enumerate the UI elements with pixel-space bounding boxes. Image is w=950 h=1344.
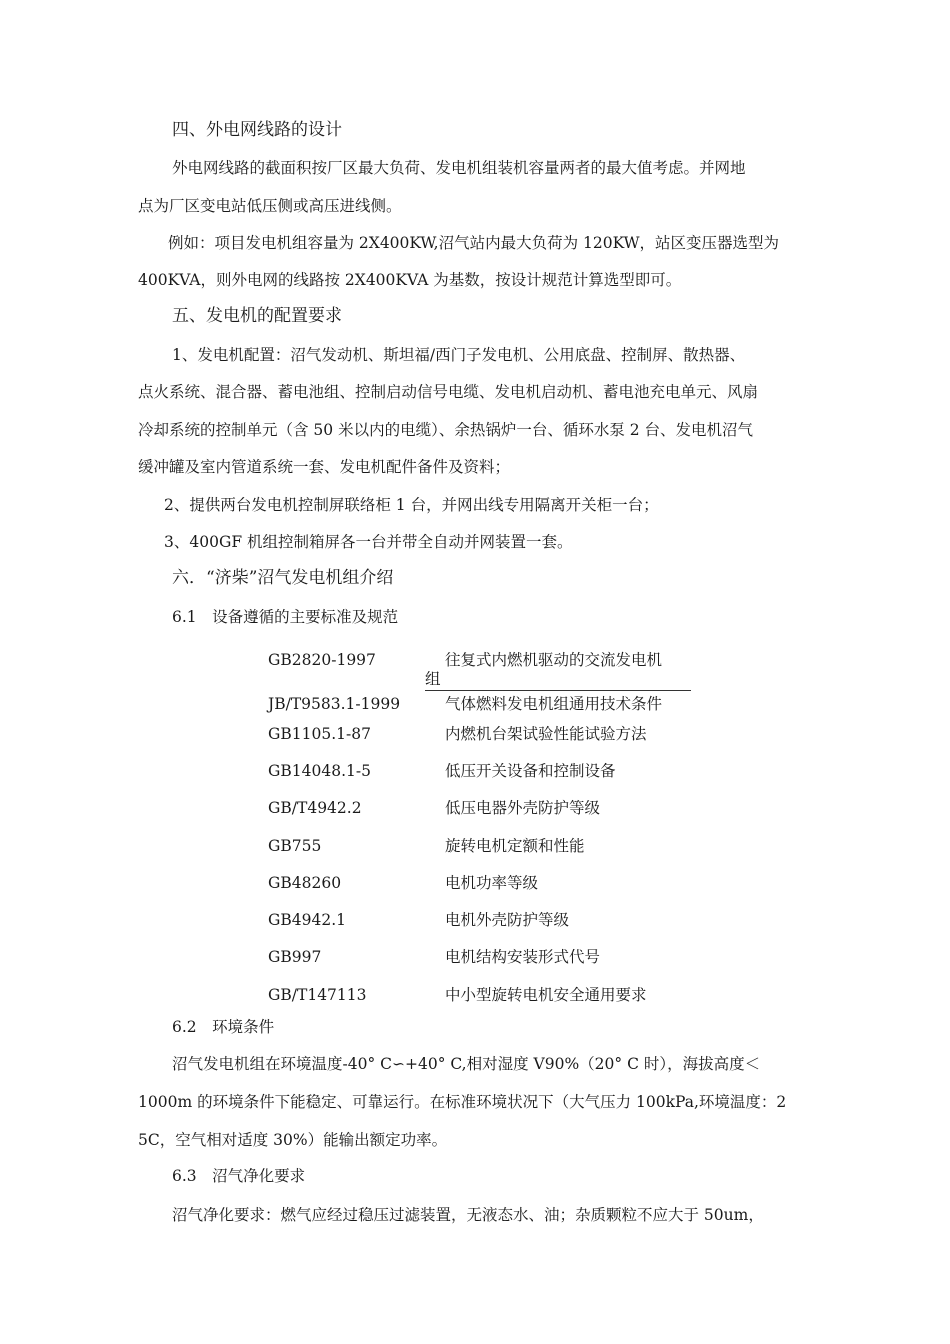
table-cell-code: GB2820-1997 <box>268 651 376 669</box>
table-cell-code: GB/T4942.2 <box>268 799 362 817</box>
paragraph-line: 5C，空气相对适度 30%）能输出额定功率。 <box>138 1131 448 1149</box>
paragraph-line: 例如：项目发电机组容量为 2X400KW,沼气站内最大负荷为 120KW，站区变压器选型为 <box>168 234 780 252</box>
paragraph-line: 点火系统、混合器、蓄电池组、控制启动信号电缆、发电机启动机、蓄电池充电单元、风扇 <box>138 383 759 401</box>
table-cell-name: 组 <box>425 670 441 688</box>
paragraph-line: 外电网线路的截面积按厂区最大负荷、发电机组装机容量两者的最大值考虑。并网地 <box>172 159 746 177</box>
paragraph-line: 400KVA，则外电网的线路按 2X400KVA 为基数，按设计规范计算选型即可。 <box>138 271 682 289</box>
paragraph-line: 1000m 的环境条件下能稳定、可靠运行。在标准环境状况下（大气压力 100kPa,环境温度：2 <box>138 1093 787 1111</box>
table-cell-code: GB4942.1 <box>268 911 347 929</box>
paragraph-line: 缓冲罐及室内管道系统一套、发电机配件备件及资料； <box>138 458 511 476</box>
paragraph-line: 沼气发电机组在环境温度-40° C∽+40° C,相对湿度 V90%（20° C 时），海拔高度＜ <box>172 1055 761 1073</box>
section-6-heading: 六．“济柴”沼气发电机组介绍 <box>172 568 394 588</box>
list-item: 3、400GF 机组控制箱屏各一台并带全自动并网装置一套。 <box>164 533 573 551</box>
section-5-heading: 五、发电机的配置要求 <box>172 306 342 326</box>
table-cell-name: 气体燃料发电机组通用技术条件 <box>445 695 663 713</box>
table-cell-name: 内燃机台架试验性能试验方法 <box>445 725 647 743</box>
table-cell-name: 往复式内燃机驱动的交流发电机 <box>445 651 663 669</box>
paragraph-line: 点为厂区变电站低压侧或高压进线侧。 <box>138 197 402 215</box>
table-cell-code: GB755 <box>268 837 322 855</box>
table-cell-code: GB1105.1-87 <box>268 725 371 743</box>
table-cell-code: JB/T9583.1-1999 <box>268 695 401 713</box>
table-cell-name: 电机功率等级 <box>445 874 539 892</box>
subsection-heading: 6.1 设备遵循的主要标准及规范 <box>172 608 399 626</box>
table-cell-name: 低压电器外壳防护等级 <box>445 799 601 817</box>
paragraph-line: 1、发电机配置：沼气发动机、斯坦福/西门子发电机、公用底盘、控制屏、散热器、 <box>172 346 746 364</box>
table-cell-code: GB997 <box>268 948 322 966</box>
table-cell-name: 电机结构安装形式代号 <box>445 948 601 966</box>
table-cell-code: GB/T147113 <box>268 986 367 1004</box>
paragraph-line: 冷却系统的控制单元（含 50 米以内的电缆）、余热锅炉一台、循环水泵 2 台、发电机沼气 <box>138 421 754 439</box>
table-cell-name: 电机外壳防护等级 <box>445 911 570 929</box>
table-cell-name: 中小型旋转电机安全通用要求 <box>445 986 647 1004</box>
section-4-heading: 四、外电网线路的设计 <box>172 120 342 140</box>
subsection-heading: 6.2 环境条件 <box>172 1018 275 1036</box>
list-item: 2、提供两台发电机控制屏联络柜 1 台，并网出线专用隔离开关柜一台； <box>164 496 659 514</box>
paragraph-line: 沼气净化要求：燃气应经过稳压过滤装置，无液态水、油；杂质颗粒不应大于 50um， <box>172 1206 764 1224</box>
subsection-heading: 6.3 沼气净化要求 <box>172 1167 306 1185</box>
table-cell-name: 低压开关设备和控制设备 <box>445 762 616 780</box>
table-rule <box>425 690 691 691</box>
table-cell-code: GB48260 <box>268 874 342 892</box>
table-cell-code: GB14048.1-5 <box>268 762 371 780</box>
table-cell-name: 旋转电机定额和性能 <box>445 837 585 855</box>
